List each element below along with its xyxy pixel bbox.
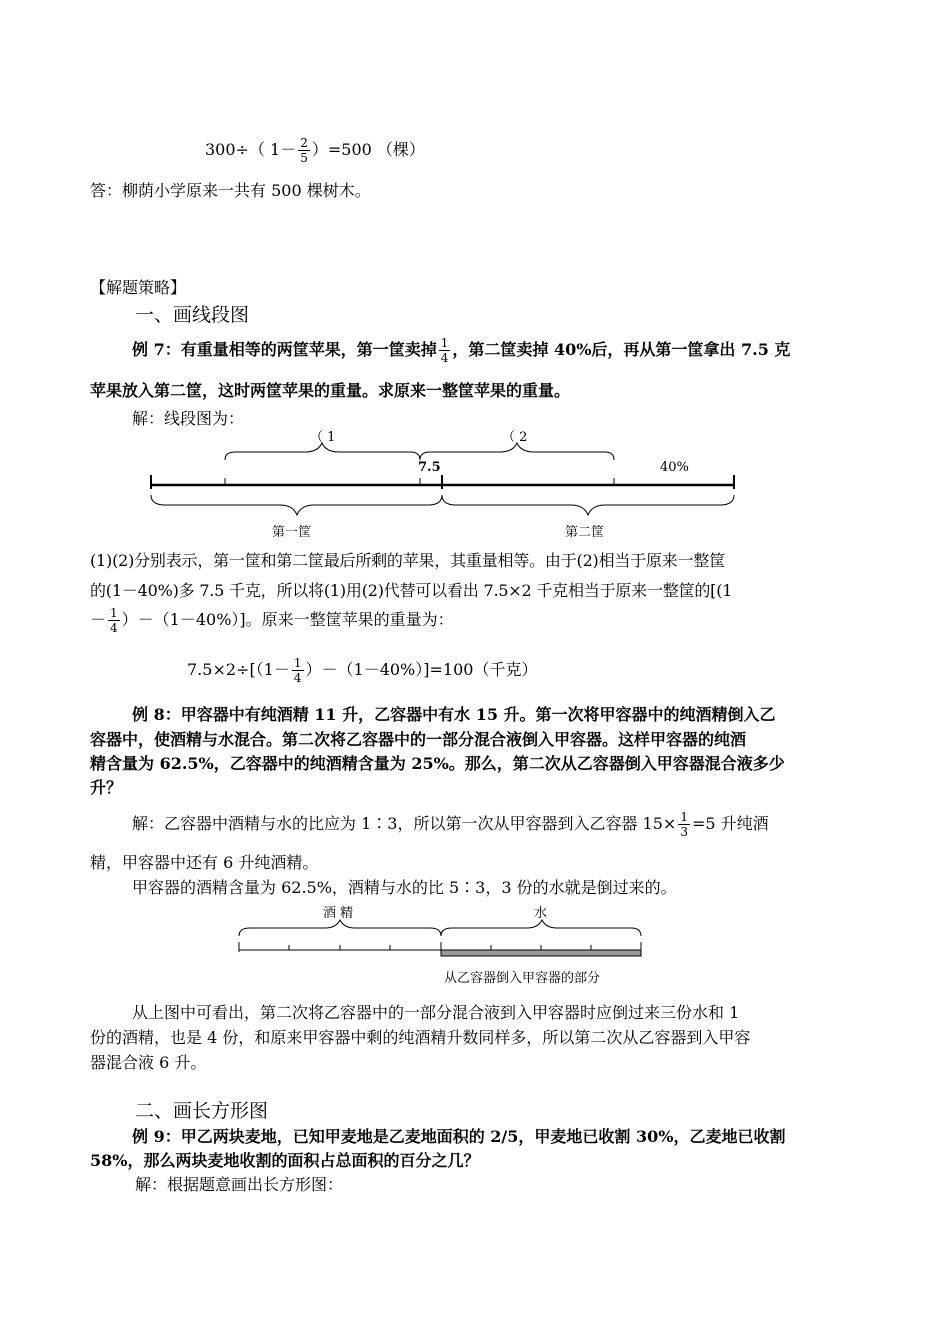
ex7-explain-fraction: $\frac{1}{4}$ [110, 606, 118, 635]
ex7-solution-intro: 解：线段图为： [132, 409, 245, 428]
ex9-line1: 例 9：甲乙两块麦地，已知甲麦地是乙麦地面积的 2/5，甲麦地已收割 30%，乙麦地已收割 [132, 1127, 786, 1146]
brace-2-label: （ 2 [502, 430, 528, 445]
calc-prefix: 300÷（ 1－ [205, 140, 297, 159]
calc-line [205, 136, 425, 165]
ex8-line1: 例 8：甲容器中有纯酒精 11 升，乙容器中有水 15 升。第一次将甲容器中的纯酒精倒入乙 [132, 705, 776, 724]
ex9-label: 例 9 [132, 1127, 165, 1146]
basket1-label: 第一筐 [272, 525, 312, 540]
part-label: 从乙容器倒入甲容器的部分 [444, 971, 601, 986]
ex7-fraction: $\frac{1}{4}$ [440, 336, 449, 365]
calc-suffix: ）=500 （棵） [311, 140, 425, 159]
brace-1-label: （ 1 [310, 430, 336, 445]
ex9-solution-intro: 解：根据题意画出长方形图： [135, 1175, 344, 1194]
ex7-formula: 7.5×2÷[（1－ $\frac{1}{4}$ ）－（1－40%）]=100（千克） [187, 656, 538, 685]
brace-2 [420, 443, 614, 460]
basket2-label: 第二筐 [565, 525, 605, 540]
alcohol-label: 酒 精 [323, 906, 354, 921]
ex8-label: 例 8 [132, 705, 165, 724]
calc-fraction: $\frac{2}{5}$ [300, 136, 308, 165]
ex8-line3: 精含量为 62.5%，乙容器中的纯酒精含量为 25%。那么，第二次从乙容器倒入甲容器混合液多少 [90, 754, 785, 773]
brace-1 [225, 443, 420, 460]
water-label: 水 [534, 906, 548, 921]
ex7-explain-2: 的(1－40%)多 7.5 千克，所以将(1)用(2)代替可以看出 7.5×2 千克相当于原来一整筐的[(1 [90, 581, 733, 600]
ex8-solution-3: 甲容器的酒精含量为 62.5%，酒精与水的比 5∶3，3 份的水就是倒过来的。 [132, 878, 677, 897]
ex8-solution-2: 精，甲容器中还有 6 升纯酒精。 [90, 853, 319, 872]
brace-alcohol [239, 920, 441, 936]
ex7-formula-fraction: $\frac{1}{4}$ [293, 656, 302, 685]
ex7-line2: 苹果放入第二筐，这时两筐苹果的重量。求原来一整筐苹果的重量。 [90, 381, 571, 400]
poured-part [441, 950, 641, 956]
ex7-label: 例 7 [132, 340, 165, 359]
ex8-fraction: $\frac{1}{3}$ [680, 810, 688, 839]
ex8-segment-diagram [0, 900, 950, 990]
ex8-line4: 升？ [90, 778, 123, 797]
section2-title: 二、画长方形图 [135, 1100, 269, 1122]
ex7-line1: 例 7：有重量相等的两筐苹果，第一筐卖掉 $\frac{1}{4}$ ，第二筐卖掉 40%后，再从第一筐拿出 7.5 克 [132, 336, 791, 365]
ex8-conclusion-2: 份的酒精，也是 4 份，和原来甲容器中剩的纯酒精升数同样多，所以第二次从乙容器到入甲容 [90, 1028, 751, 1047]
ex7-segment-diagram [0, 425, 950, 540]
brace-water [441, 920, 641, 936]
ex7-explain-1: (1)(2)分别表示，第一筐和第二筐最后所剩的苹果，其重量相等。由于(2)相当于原来一整筐 [90, 551, 725, 570]
mid-label: 7.5 [418, 460, 441, 475]
pct-label: 40% [660, 460, 689, 475]
ex8-line2: 容器中，使酒精与水混合。第二次将乙容器中的一部分混合液倒入甲容器。这样甲容器的纯酒 [90, 730, 747, 749]
ex9-line2: 58%，那么两块麦地收割的面积占总面积的百分之几？ [90, 1151, 480, 1170]
ex8-conclusion-1: 从上图中可看出，第二次将乙容器中的一部分混合液到入甲容器时应倒过来三份水和 1 [132, 1003, 740, 1022]
strategy-title: 【解题策略】 [90, 278, 187, 297]
answer-line: 答：柳荫小学原来一共有 500 棵树木。 [90, 181, 371, 200]
ex7-explain-3: － $\frac{1}{4}$ ）－（1－40%）]。原来一整筐苹果的重量为： [90, 606, 454, 635]
section1-title: 一、画线段图 [135, 304, 250, 326]
brace-basket2 [442, 495, 734, 515]
brace-basket1 [151, 495, 442, 515]
ex8-conclusion-3: 器混合液 6 升。 [90, 1053, 207, 1072]
ex8-solution-1: 解：乙容器中酒精与水的比应为 1∶3，所以第一次从甲容器到入乙容器 15× $\frac{1}{3}$ =5 升纯酒 [132, 810, 769, 839]
